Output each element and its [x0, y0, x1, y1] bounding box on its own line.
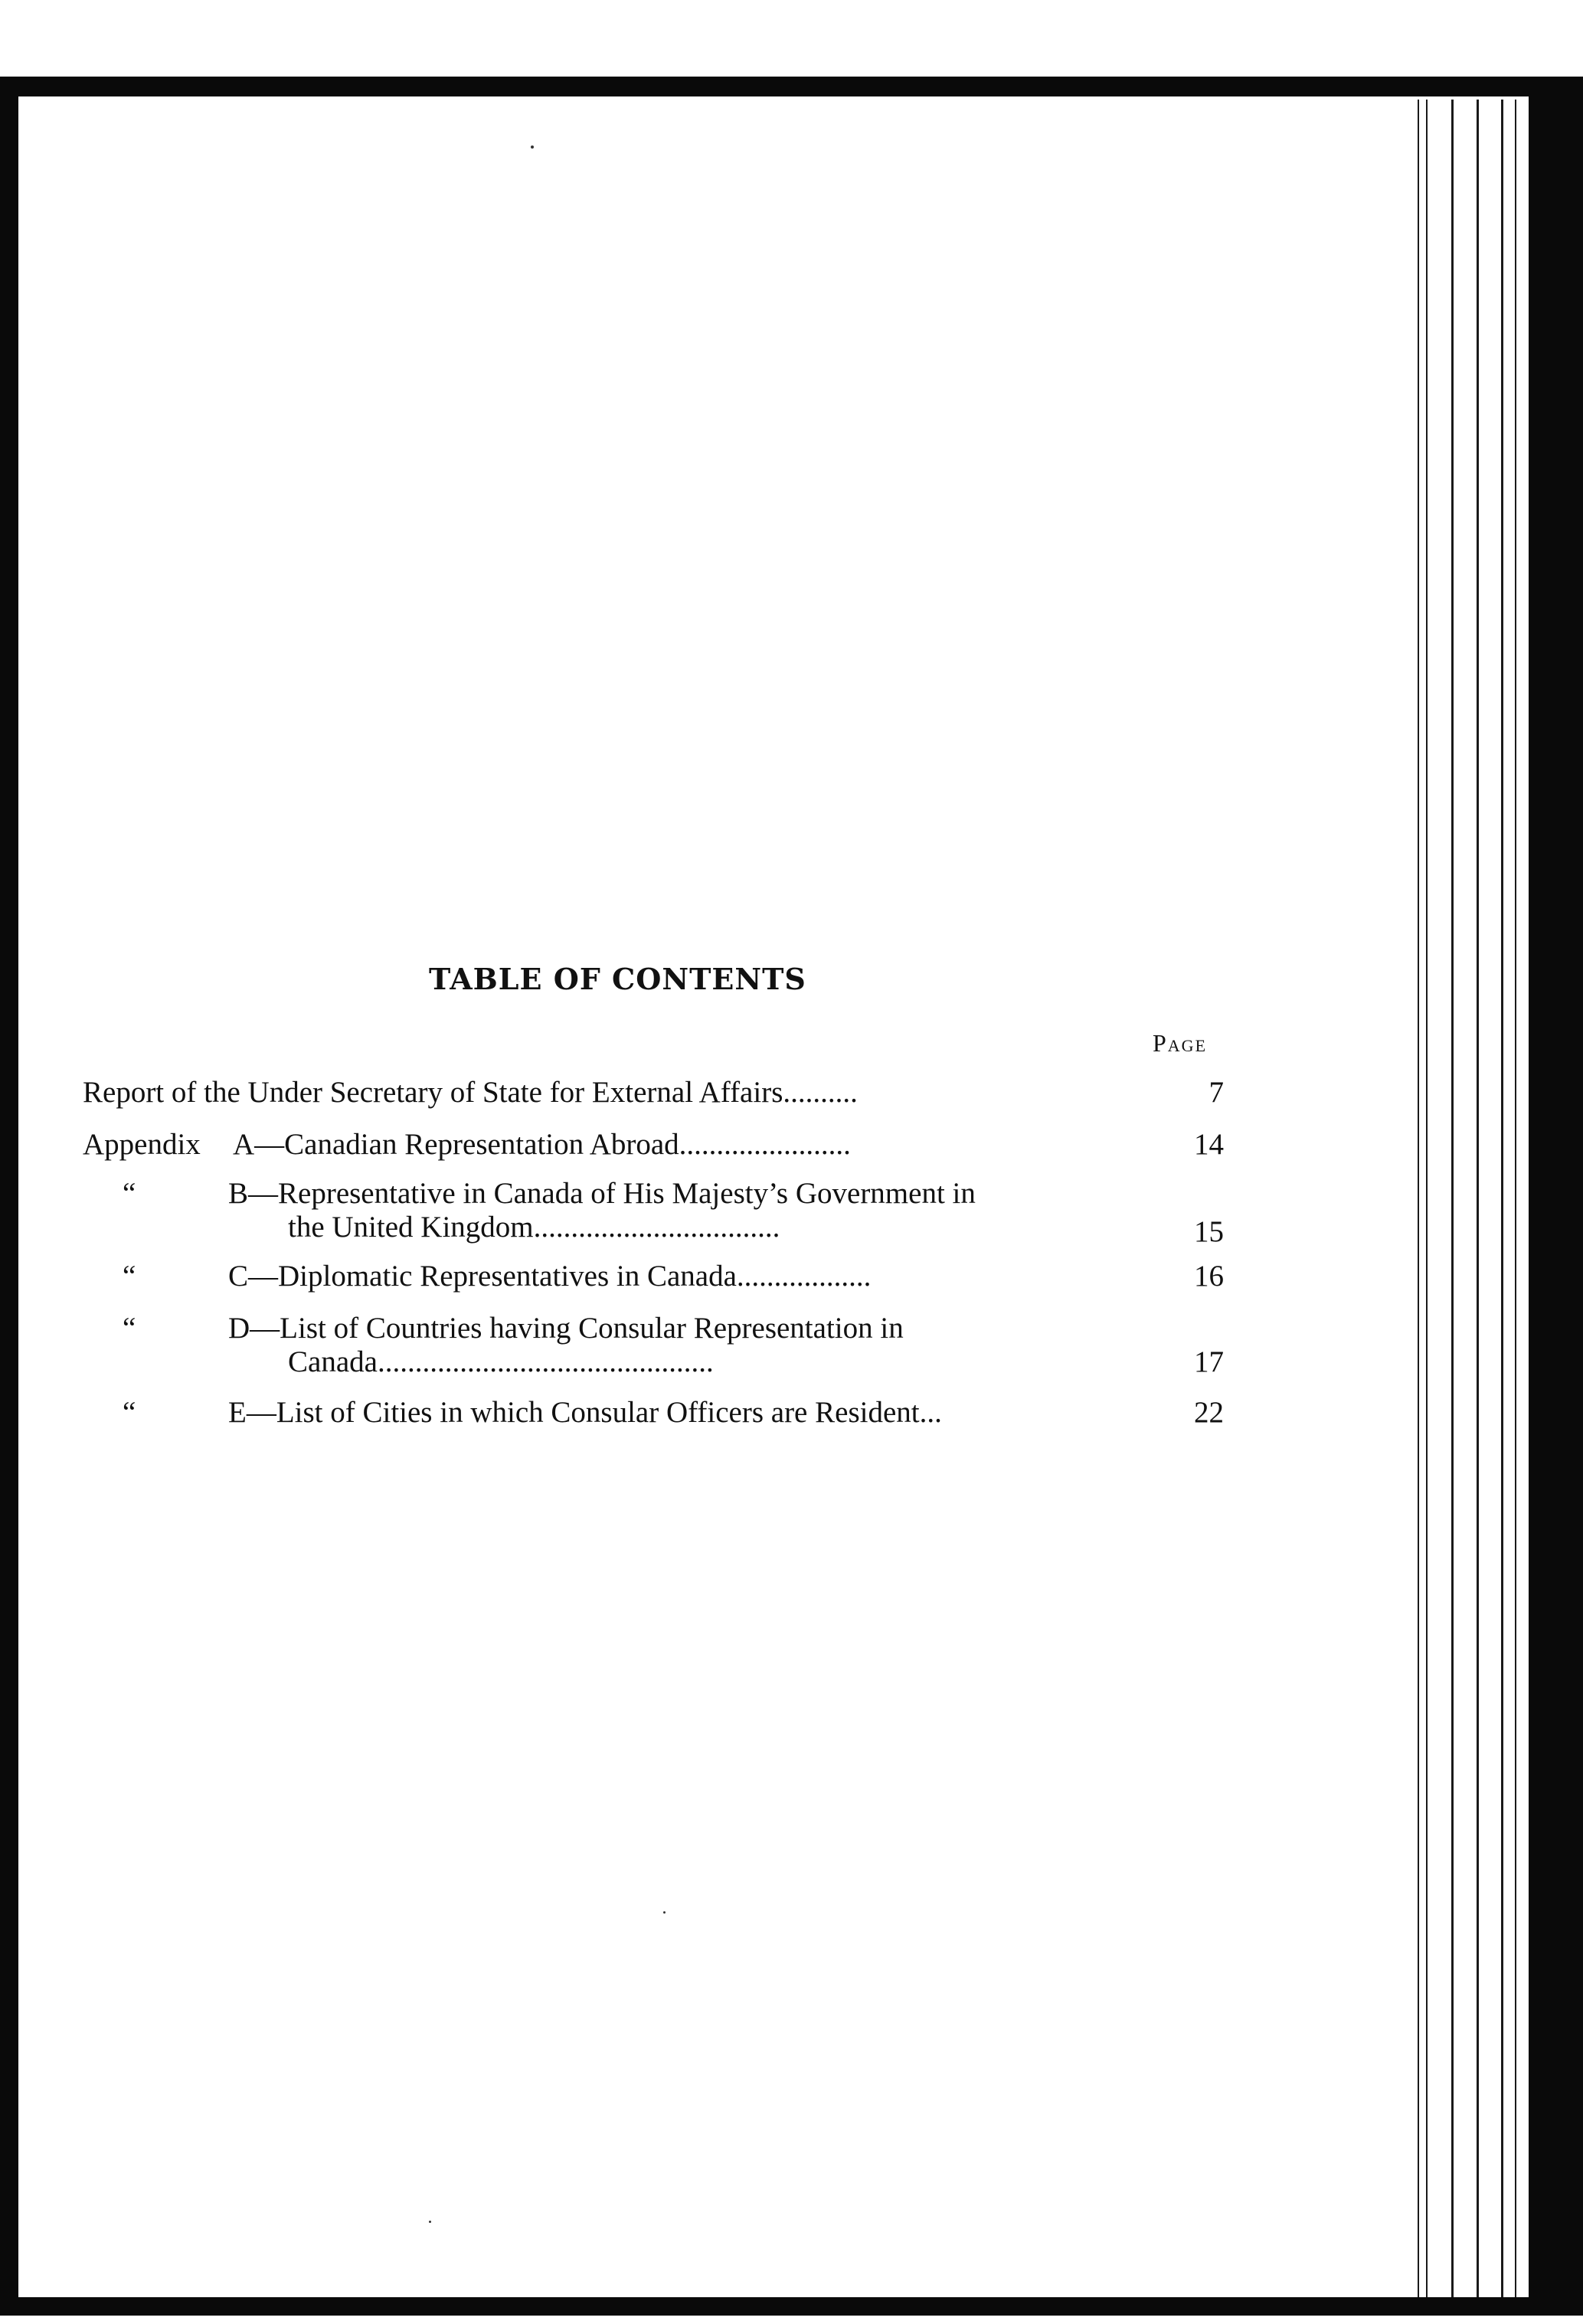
toc-entry-label: “: [123, 1177, 136, 1210]
toc-entry-text: Report of the Under Secretary of State for External Affairs..........: [83, 1076, 858, 1109]
toc-entry-label: “: [123, 1396, 136, 1429]
page-border-right: [1529, 77, 1583, 2316]
scan-speck: [663, 1911, 666, 1914]
toc-entry-label: Appendix: [83, 1128, 201, 1161]
page-edge-line: [1451, 100, 1454, 2297]
toc-entry-text: A—Canadian Representation Abroad.......................: [233, 1128, 851, 1161]
toc-entry-page: 7: [1209, 1076, 1224, 1109]
scan-speck: [429, 2221, 431, 2223]
toc-entry[interactable]: [83, 1075, 1239, 1113]
toc-entry-text: C—Diplomatic Representatives in Canada..................: [228, 1260, 872, 1293]
page-edge-line: [1418, 100, 1419, 2297]
page-border-left: [0, 77, 18, 2316]
toc-entry-text: D—List of Countries having Consular Representation in: [228, 1312, 904, 1345]
page-border-bottom: [0, 2297, 1583, 2316]
toc-entry[interactable]: [83, 1127, 1239, 1165]
page-border-top: [0, 77, 1583, 96]
toc-entry-text-continued: the United Kingdom.................................: [288, 1211, 780, 1244]
page-column-heading: Page: [1153, 1029, 1208, 1057]
toc-entry-text: E—List of Cities in which Consular Officers are Resident...: [228, 1396, 942, 1429]
toc-entry-text: B—Representative in Canada of His Majesty’s Government in: [228, 1177, 976, 1210]
toc-entry[interactable]: [83, 1395, 1239, 1433]
toc-entry-label: “: [123, 1260, 136, 1293]
toc-entry-page: 14: [1194, 1128, 1224, 1161]
toc-entry-label: “: [123, 1312, 136, 1345]
page-edge-line: [1501, 100, 1503, 2297]
toc-entry-text-continued: Canada.............................................: [288, 1345, 714, 1378]
toc-entry-page: 16: [1194, 1260, 1224, 1293]
toc-entry[interactable]: [83, 1311, 1239, 1384]
toc-title: TABLE OF CONTENTS: [429, 962, 806, 996]
toc-entry-page: 15: [1194, 1215, 1224, 1248]
scan-speck: [531, 145, 534, 149]
toc-entry[interactable]: [83, 1176, 1239, 1250]
toc-entry-page: 17: [1194, 1345, 1224, 1378]
page-edge-line: [1477, 100, 1479, 2297]
page-edge-line: [1515, 100, 1516, 2297]
toc-entry-page: 22: [1194, 1396, 1224, 1429]
page-edge-line: [1426, 100, 1428, 2297]
toc-entry[interactable]: [83, 1259, 1239, 1297]
